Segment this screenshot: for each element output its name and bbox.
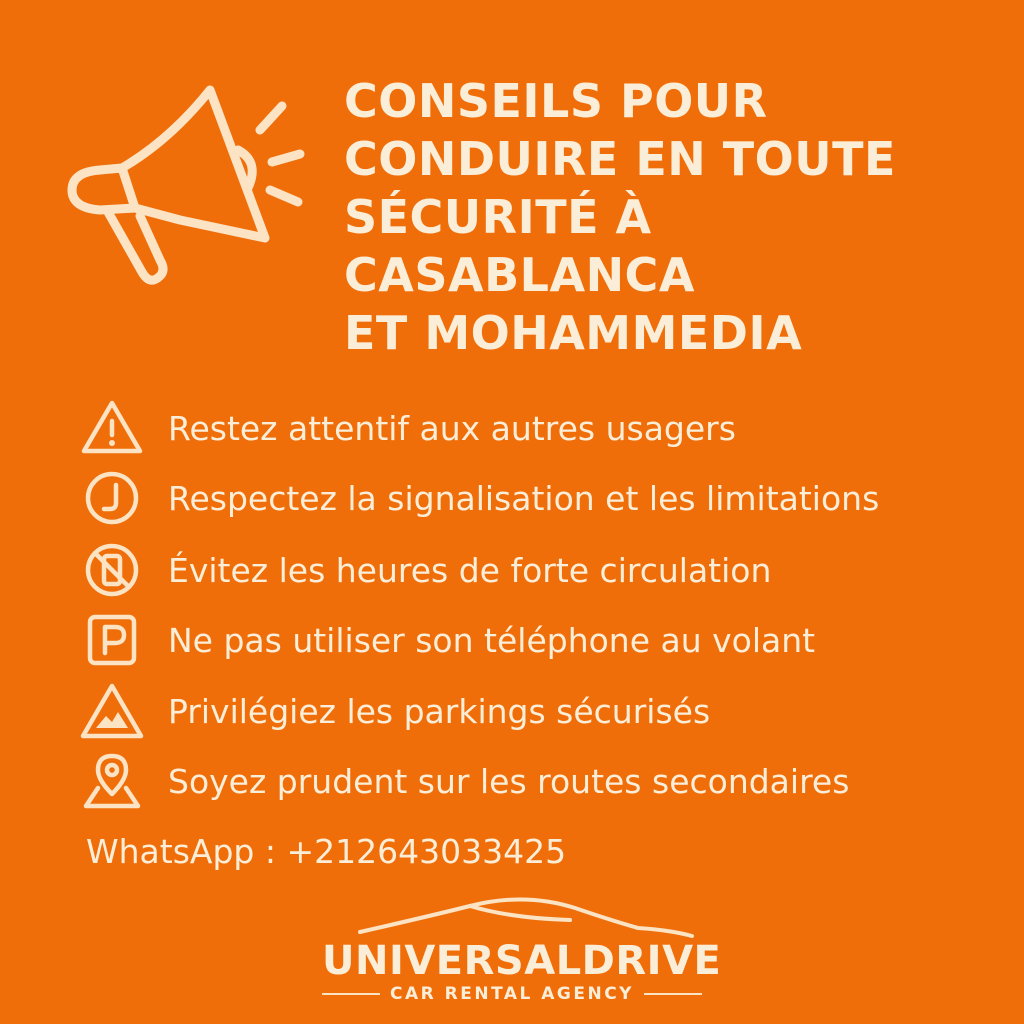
page-title [344,72,1004,362]
title-line: CASABLANCA [344,248,695,302]
divider [644,993,702,995]
title-line: ET MOHAMMEDIA [344,306,803,360]
road-triangle-icon [80,680,144,742]
location-pin-icon [80,750,144,812]
megaphone-icon [60,80,310,300]
brand-name: UNIVERSALDRIVE [322,938,722,984]
brand-tagline: CAR RENTAL AGENCY [390,984,634,1004]
tip-text: Soyez prudent sur les routes secondaires [168,761,850,801]
tip-item [80,539,1010,601]
brand-tagline-row [322,983,702,1005]
title-line: SÉCURITÉ À [344,190,652,244]
whatsapp-contact: WhatsApp : +212643033425 [86,832,567,871]
divider [322,993,380,995]
tip-text: Privilégiez les parkings sécurisés [168,691,711,731]
title-line: CONSEILS POUR [344,74,768,128]
no-phone-icon [80,539,144,601]
tip-item [80,609,1010,671]
tip-text: Ne pas utiliser son téléphone au volant [168,620,816,660]
tip-item [80,680,1010,742]
tip-text: Évitez les heures de forte circulation [168,550,772,590]
parking-icon [80,609,144,671]
clock-icon [80,467,144,529]
tip-item [80,467,1010,529]
tip-text: Restez attentif aux autres usagers [168,408,736,448]
tip-item [80,397,1010,459]
title-line: CONDUIRE EN TOUTE [344,132,896,186]
tip-item [80,750,1010,812]
tip-text: Respectez la signalisation et les limitations [168,478,880,518]
warning-triangle-icon [80,397,144,459]
